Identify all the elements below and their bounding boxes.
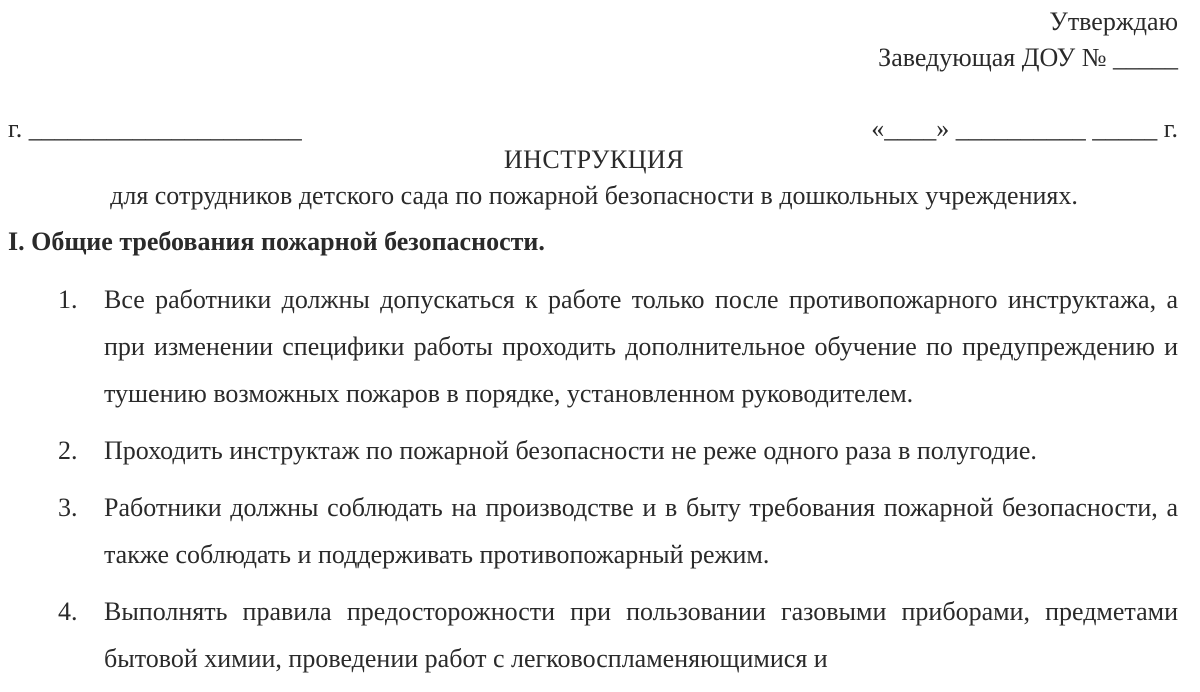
- document-subtitle: для сотрудников детского сада по пожарной безопасности в дошкольных учреждениях.: [110, 181, 1078, 210]
- list-item-text: Все работники должны допускаться к работе только после противопожарного инструктажа, а при изменении специфики работы проходить дополнительное обучение по предупреждению и тушению возможных пожаров в порядке, установленном руководителем.: [104, 285, 1178, 408]
- list-item: [0, 588, 1200, 682]
- list-item-text: Работники должны соблюдать на производстве и в быту требования пожарной безопасности, а также соблюдать и поддерживать противопожарный режим.: [104, 493, 1178, 569]
- list-item: [0, 276, 1200, 417]
- list-item-number: 2.: [58, 436, 78, 465]
- date-field: «____» __________ _____ г.: [871, 114, 1178, 143]
- list-item-number: 3.: [58, 493, 78, 522]
- city-field: г. _____________________: [8, 114, 302, 143]
- list-item: [0, 484, 1200, 578]
- list-item-number: 4.: [58, 597, 78, 626]
- list-item: [0, 427, 1200, 474]
- list-item-text: Выполнять правила предосторожности при пользовании газовыми приборами, предметами бытовой химии, проведении работ с легковоспламеняющимися и: [104, 597, 1178, 673]
- requirements-list: [0, 276, 1200, 692]
- approval-label: Утверждаю: [1049, 7, 1178, 36]
- list-item-text: Проходить инструктаж по пожарной безопасности не реже одного раза в полугодие.: [104, 436, 1037, 465]
- document-title: ИНСТРУКЦИЯ: [503, 145, 685, 174]
- section-heading: I. Общие требования пожарной безопасности.: [8, 227, 545, 256]
- approver-line: Заведующая ДОУ № _____: [878, 43, 1178, 72]
- list-item-number: 1.: [58, 285, 78, 314]
